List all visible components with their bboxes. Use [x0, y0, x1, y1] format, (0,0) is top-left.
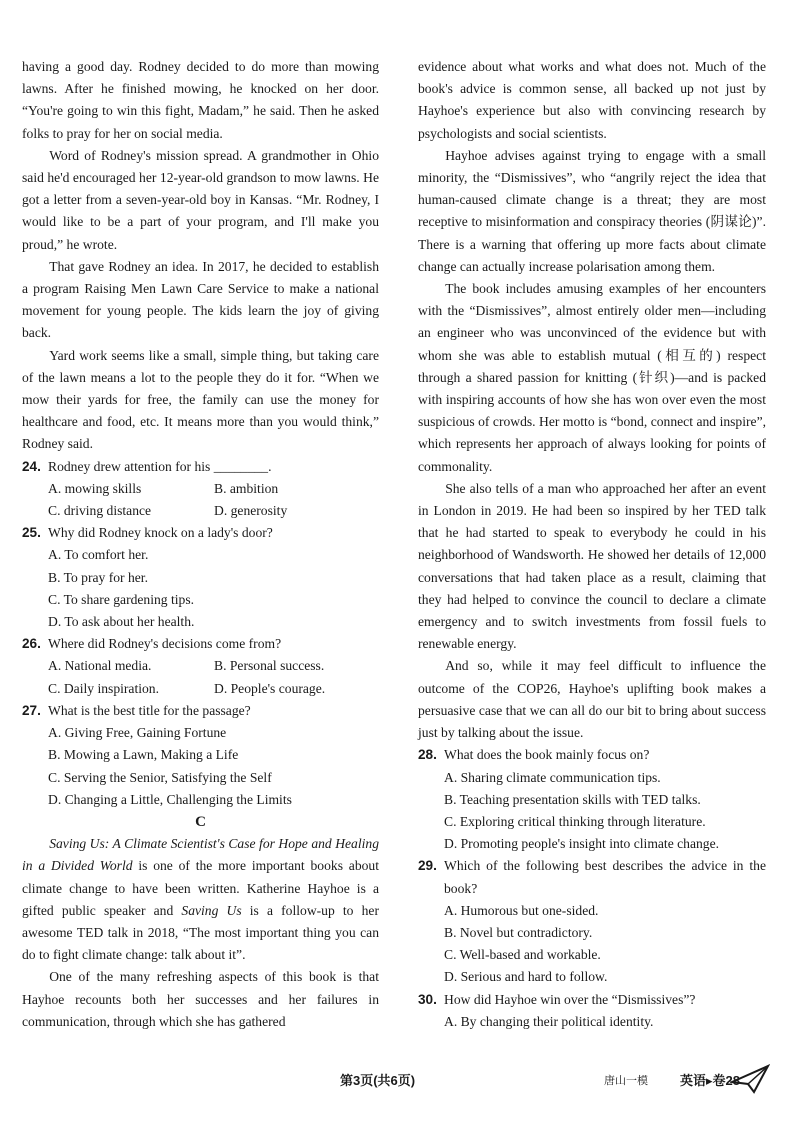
question-text: How did Hayhoe win over the “Dismissives”?: [444, 991, 696, 1007]
option-c[interactable]: C. Serving the Senior, Satisfying the Self: [48, 769, 272, 785]
option-d[interactable]: D. Serious and hard to follow.: [444, 969, 608, 985]
paragraph: Yard work seems like a small, simple thing, but taking care of the lawn means a lot to the people they do it for. “When we mow their yards for free, the family can use the money for healthcare and food, etc. It means more than you would think,” Rodney said.: [22, 347, 379, 452]
page-footer: [0, 1068, 800, 1098]
question-text: What does the book mainly focus on?: [444, 747, 650, 763]
left-column: [22, 56, 379, 1033]
question-number: 27.: [22, 702, 41, 718]
question-text: Why did Rodney knock on a lady's door?: [48, 525, 273, 541]
paper-plane-icon: [730, 1062, 770, 1096]
option-b[interactable]: B. ambition: [214, 480, 279, 496]
paragraph: The book includes amusing examples of her encounters with the “Dismissives”, almost entirely older men—including an engineer who was unconvinced of the evidence but with whom she was able to establish mutual (相互的) respect through a shared passion for knitting (针织)—and is packed with inspiring accounts of how she has won over even the most suspicious of crowds. Her motto is “bond, connect and inspire”, which represents her approach of always looking for points of commonality.: [418, 281, 766, 474]
section-heading: C: [195, 813, 206, 830]
question-text: Rodney drew attention for his ________.: [48, 458, 272, 474]
option-d[interactable]: D. Changing a Little, Challenging the Limits: [48, 791, 292, 807]
question-text: Where did Rodney's decisions come from?: [48, 636, 282, 652]
paragraph: [22, 833, 379, 966]
question-30: [418, 989, 766, 1033]
question-number: 28.: [418, 747, 437, 763]
option-c[interactable]: C. driving distance: [48, 503, 152, 519]
option-a[interactable]: A. National media.: [48, 658, 152, 674]
question-29: [418, 855, 766, 988]
right-column: [418, 56, 766, 1033]
option-c[interactable]: C. To share gardening tips.: [48, 591, 195, 607]
page-number: 第3页(共6页): [340, 1073, 416, 1088]
book-title: Saving Us: A Climate Scientist's Case for Hope and Healing in a Divided World: [22, 836, 379, 874]
option-a[interactable]: A. mowing skills: [48, 480, 142, 496]
subject-label: 英语▸卷28: [680, 1073, 740, 1088]
option-b[interactable]: B. Mowing a Lawn, Making a Life: [48, 747, 239, 763]
question-27: [22, 700, 379, 811]
option-a[interactable]: A. Humorous but one-sided.: [444, 902, 599, 918]
option-a[interactable]: A. To comfort her.: [48, 547, 149, 563]
option-d[interactable]: D. To ask about her health.: [48, 614, 195, 630]
question-number: 24.: [22, 458, 41, 474]
paragraph: Word of Rodney's mission spread. A grandmother in Ohio said he'd encouraged her 12-year-old grandson to mow lawns. He got a letter from a seven-year-old boy in Kansas. “Mr. Rodney, I would like to be a part of your program, and I'll make you proud,” he wrote.: [22, 147, 379, 252]
exam-name: 唐山一模: [604, 1075, 648, 1087]
paragraph: And so, while it may feel difficult to influence the outcome of the COP26, Hayhoe's uplifting book makes a persuasive case that we can all do our bit to bring about success just by talking about the issue.: [418, 658, 766, 741]
paragraph: evidence about what works and what does not. Much of the book's advice is common sense, all backed up not just by Hayhoe's experience but also with convincing research by psychologists and social scientists.: [418, 59, 766, 141]
book-title-short: Saving Us: [181, 902, 242, 918]
question-text: What is the best title for the passage?: [48, 702, 251, 718]
option-b[interactable]: B. Teaching presentation skills with TED talks.: [444, 791, 701, 807]
option-a[interactable]: A. Sharing climate communication tips.: [444, 769, 661, 785]
question-28: [418, 744, 766, 855]
option-a[interactable]: A. Giving Free, Gaining Fortune: [48, 725, 227, 741]
option-c[interactable]: C. Well-based and workable.: [444, 947, 601, 963]
option-a[interactable]: A. By changing their political identity.: [444, 1013, 654, 1029]
question-number: 25.: [22, 525, 41, 541]
paragraph-text: is one of the more important books about climate change to have been written. Katherine Hayhoe is a gifted public speaker and: [22, 858, 379, 918]
option-b[interactable]: B. Novel but contradictory.: [444, 924, 593, 940]
question-number: 26.: [22, 636, 41, 652]
paragraph: One of the many refreshing aspects of this book is that Hayhoe recounts both her successes and her failures in communication, through which she has gathered: [22, 969, 379, 1029]
option-d[interactable]: D. generosity: [214, 503, 288, 519]
paragraph: Hayhoe advises against trying to engage with a small minority, the “Dismissives”, who “angrily reject the idea that human-caused climate change is a threat; they are most receptive to misinformation and conspiracy theories (阴谋论)”. There is a warning that offering up more facts about climate change can actually increase polarisation among them.: [418, 147, 766, 274]
question-25: [22, 522, 379, 633]
option-b[interactable]: B. To pray for her.: [48, 569, 148, 585]
option-c[interactable]: C. Exploring critical thinking through literature.: [444, 813, 706, 829]
option-c[interactable]: C. Daily inspiration.: [48, 680, 160, 696]
question-number: 29.: [418, 858, 437, 874]
option-d[interactable]: D. Promoting people's insight into climate change.: [444, 836, 720, 852]
paragraph: She also tells of a man who approached her after an event in London in 2019. He had been so inspired by her TED talk that he had started to speak to everybody he could in his neighborhood of Wandsworth. He showed her details of 12,000 conversations that had taken place as a result, claiming that they had helped to convince the council to declare a climate emergency and to switch investments from fossil fuels to renewable energy.: [418, 480, 766, 652]
paragraph: having a good day. Rodney decided to do more than mowing lawns. After he finished mowing, he knocked on her door. “You're going to win this fight, Madam,” he said. Then he asked folks to pray for her on social media.: [22, 59, 379, 141]
question-number: 30.: [418, 991, 437, 1007]
paragraph-text: is a follow-up to her awesome TED talk in 2018, “The most important thing you can do to fight climate change: talk about it”.: [22, 902, 379, 963]
question-text: Which of the following best describes the advice in the book?: [444, 858, 766, 896]
option-d[interactable]: D. People's courage.: [214, 680, 326, 696]
option-b[interactable]: B. Personal success.: [214, 658, 325, 674]
question-24: [22, 456, 379, 523]
paragraph: That gave Rodney an idea. In 2017, he decided to establish a program Raising Men Lawn Care Service to make a national movement for young people. The kids learn the joy of giving back.: [22, 258, 379, 341]
question-26: [22, 633, 379, 700]
